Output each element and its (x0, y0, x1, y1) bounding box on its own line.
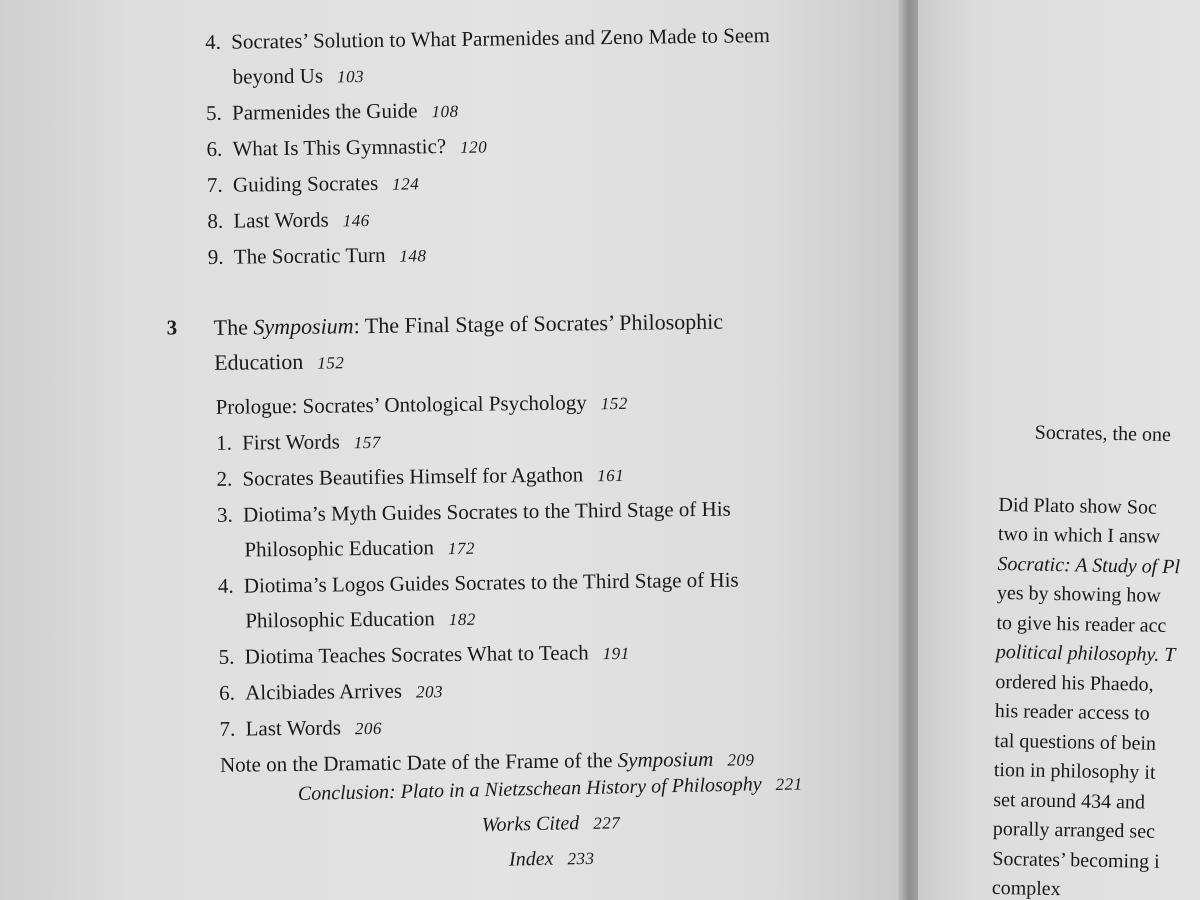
entry-title: Guiding Socrates (232, 170, 379, 197)
entry-title: Socrates’ Solution to What Parmenides and Zeno Made to Seem (231, 23, 771, 54)
right-page-text (992, 418, 1200, 900)
entry-number: 5. (218, 644, 235, 669)
page-number: 152 (317, 353, 345, 373)
text-line: Did Plato show Soc (998, 493, 1158, 519)
chapter-title-line2: Education 152 (213, 348, 345, 375)
page-number: 221 (775, 774, 803, 794)
page-number: 108 (431, 101, 459, 122)
toc-entry (205, 17, 866, 96)
entry-title: Diotima’s Myth Guides Socrates to the Third Stage of His (242, 496, 731, 527)
entry-title: What Is This Gymnastic? (232, 134, 447, 161)
entry-number: 7. (206, 172, 223, 197)
text-line: to give his reader acc (996, 611, 1167, 637)
toc-entry (218, 561, 873, 640)
chapter-2-entries (205, 17, 868, 276)
text-line: complex (991, 876, 1061, 900)
entry-title: Alcibiades Arrives (245, 678, 403, 705)
prologue-entry: Prologue: Socrates’ Ontological Psychology 152 (215, 390, 628, 419)
entry-title: The Socratic Turn (233, 242, 386, 269)
text-line: set around 434 and (993, 788, 1146, 814)
page-number: 146 (342, 211, 370, 231)
text-line: Socratic: A Study of Pl (997, 552, 1181, 578)
page-number: 227 (593, 813, 621, 833)
body-paragraph (992, 490, 1200, 900)
text-line: political philosophy. T (995, 640, 1176, 667)
entry-title: Last Words (233, 207, 329, 233)
entry-number: 4. (217, 573, 234, 598)
text-line: Socrates’ becoming i (992, 847, 1160, 873)
entry-number: 3. (216, 502, 233, 527)
entry-number: 2. (216, 466, 233, 491)
entry-number: 9. (207, 244, 224, 269)
chapter-number: 3 (166, 315, 178, 340)
text-line: ordered his Phaedo, (995, 670, 1154, 696)
page-number: 233 (567, 848, 595, 869)
entry-number: 1. (215, 430, 233, 455)
text-line: tion in philosophy it (993, 758, 1156, 784)
entry-number: 7. (219, 716, 236, 741)
page-number: 206 (354, 718, 383, 739)
page-number: 172 (447, 538, 476, 559)
page-number: 203 (415, 682, 444, 702)
toc-entry (217, 490, 872, 569)
entry-number: 8. (207, 208, 224, 233)
text-line: tal questions of bein (994, 729, 1157, 755)
entry-number: 5. (205, 100, 222, 125)
back-matter-entries (250, 765, 852, 883)
chapter-3-heading (166, 302, 869, 382)
entry-title-cont: Philosophic Education (245, 606, 435, 633)
entry-title-cont: beyond Us (232, 63, 324, 89)
page-number: 124 (392, 174, 420, 194)
page-number: 209 (727, 750, 755, 770)
page-number: 191 (602, 643, 630, 664)
entry-title: Diotima Teaches Socrates What to Teach (244, 640, 589, 669)
page-number: 120 (460, 137, 488, 157)
page-number: 161 (597, 465, 625, 486)
table-of-contents (166, 17, 874, 784)
text-line: his reader access to (994, 699, 1150, 725)
chapter-3-entries (210, 418, 874, 748)
entry-title: Index (508, 847, 554, 871)
entry-title: Diotima’s Logos Guides Socrates to the Third Stage of His (243, 567, 739, 598)
entry-title-cont: Philosophic Education (244, 535, 435, 562)
entry-number: 6. (206, 136, 223, 161)
epigraph-line: Socrates, the one (1034, 421, 1171, 446)
page-number: 152 (600, 393, 628, 414)
page-number: 103 (336, 67, 365, 87)
page-number: 182 (448, 609, 476, 630)
right-page (918, 0, 1200, 900)
note-entry: Note on the Dramatic Date of the Frame of the Symposium 209 (219, 746, 755, 777)
entry-title: Conclusion: Plato in a Nietzschean History of Philosophy (297, 773, 762, 805)
entry-title: Last Words (245, 715, 342, 741)
text-line: yes by showing how (996, 581, 1162, 607)
text-line: porally arranged sec (992, 817, 1156, 843)
entry-number: 6. (219, 680, 236, 705)
toc-entry (208, 232, 868, 276)
entry-title: First Words (241, 429, 340, 455)
chapter-title: The Symposium: The Final Stage of Socrates’ Philosophic (213, 308, 724, 340)
entry-title: Works Cited (481, 812, 580, 837)
page-number: 148 (399, 246, 427, 266)
entry-title: Parmenides the Guide (231, 98, 418, 125)
text-line: two in which I answ (997, 522, 1161, 548)
entry-title: Socrates Beautifies Himself for Agathon (242, 462, 584, 491)
page-number: 157 (353, 432, 381, 453)
entry-number: 4. (205, 29, 222, 54)
